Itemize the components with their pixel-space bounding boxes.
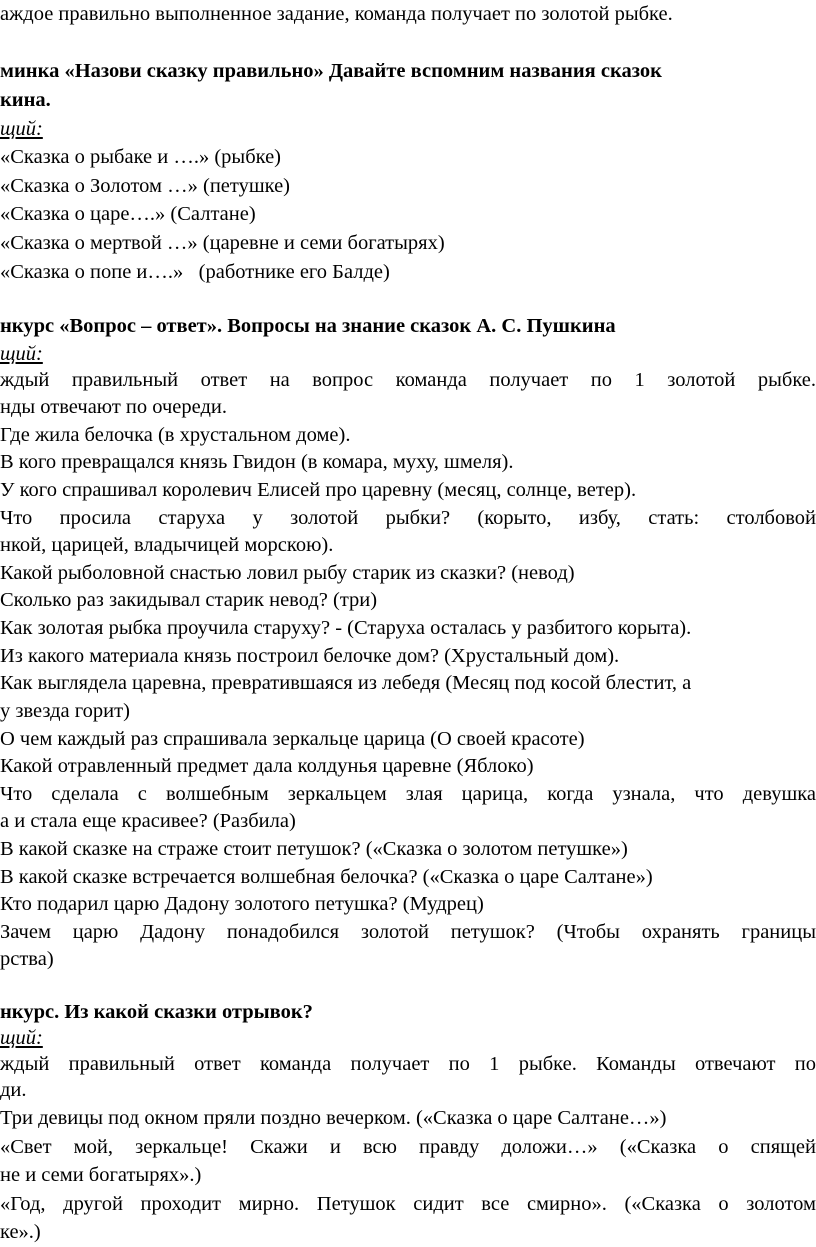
list-item: Кто подарил царю Дадону золотого петушка? (Мудрец) (0, 893, 484, 915)
list-item: Из какого материала князь построил белочке дом? (Хрустальный дом). (0, 645, 620, 667)
list-item-cont: нкой, царицей, владычицей морскою). (0, 534, 334, 556)
section-1-heading: минка «Назови сказку правильно» Давайте вспомним названия сказок (0, 60, 662, 82)
section-1-heading-cont: кина. (0, 89, 51, 111)
list-item: Зачем царю Дадону понадобился золотой петушок? (Чтобы охранять границы (0, 921, 816, 943)
list-item: Как выглядела царевна, превратившаяся из лебедя (Месяц под косой блестит, а (0, 672, 692, 694)
list-item: «Свет мой, зеркальце! Скажи и всю правду доложи…» («Сказка о спящей (0, 1136, 816, 1158)
list-item: В кого превращался князь Гвидон (в комара, муху, шмеля). (0, 451, 514, 473)
list-item-cont: не и семи богатырях».) (0, 1164, 202, 1186)
paragraph-line: ждый правильный ответ команда получает по 1 рыбке. Команды отвечают по (0, 1053, 816, 1075)
list-item: «Сказка о попе и….» (работнике его Балде) (0, 261, 390, 283)
list-item: Какой рыболовной снастью ловил рыбу старик из сказки? (невод) (0, 562, 575, 584)
list-item-cont: рства) (0, 948, 54, 970)
intro-line: аждое правильно выполненное задание, команда получает по золотой рыбке. (0, 3, 673, 25)
section-3-heading: нкурс. Из какой сказки отрывок? (0, 1001, 313, 1023)
section-2-heading: нкурс «Вопрос – ответ». Вопросы на знание сказок А. С. Пушкина (0, 315, 616, 337)
paragraph-line: ждый правильный ответ на вопрос команда получает по 1 золотой рыбке. (0, 369, 816, 391)
list-item: В какой сказке на страже стоит петушок? («Сказка о золотом петушке») (0, 838, 628, 860)
list-item: Где жила белочка (в хрустальном доме). (0, 424, 351, 446)
list-item-cont: а и стала еще красивее? (Разбила) (0, 810, 296, 832)
list-item: Как золотая рыбка проучила старуху? - (Старуха осталась у разбитого корыта). (0, 617, 692, 639)
list-item: «Сказка о мертвой …» (царевне и семи богатырях) (0, 232, 445, 254)
list-item: Что сделала с волшебным зеркальцем злая царица, когда узнала, что девушка (0, 783, 816, 805)
section-2-host-label: щий: (0, 343, 43, 365)
section-1-host-label: щий: (0, 118, 43, 140)
list-item: У кого спрашивал королевич Елисей про царевну (месяц, солнце, ветер). (0, 479, 637, 501)
list-item: «Сказка о Золотом …» (петушке) (0, 175, 290, 197)
list-item-cont: у звезда горит) (0, 700, 130, 722)
list-item: «Сказка о рыбаке и ….» (рыбке) (0, 146, 281, 168)
list-item: Три девицы под окном пряли поздно вечерком. («Сказка о царе Салтане…») (0, 1107, 667, 1129)
list-item: «Сказка о царе….» (Салтане) (0, 203, 256, 225)
list-item-cont: ке».) (0, 1221, 41, 1243)
list-item: Какой отравленный предмет дала колдунья царевне (Яблоко) (0, 755, 534, 777)
paragraph-line: нды отвечают по очереди. (0, 396, 228, 418)
section-3-host-label: щий: (0, 1027, 43, 1049)
list-item: Сколько раз закидывал старик невод? (три) (0, 589, 378, 611)
list-item: О чем каждый раз спрашивала зеркальце царица (О своей красоте) (0, 728, 585, 750)
list-item: «Год, другой проходит мирно. Петушок сидит все смирно». («Сказка о золотом (0, 1193, 816, 1215)
list-item: В какой сказке встречается волшебная белочка? («Сказка о царе Салтане») (0, 866, 653, 888)
paragraph-line: ди. (0, 1079, 27, 1101)
list-item: Что просила старуха у золотой рыбки? (корыто, избу, стать: столбовой (0, 507, 816, 529)
